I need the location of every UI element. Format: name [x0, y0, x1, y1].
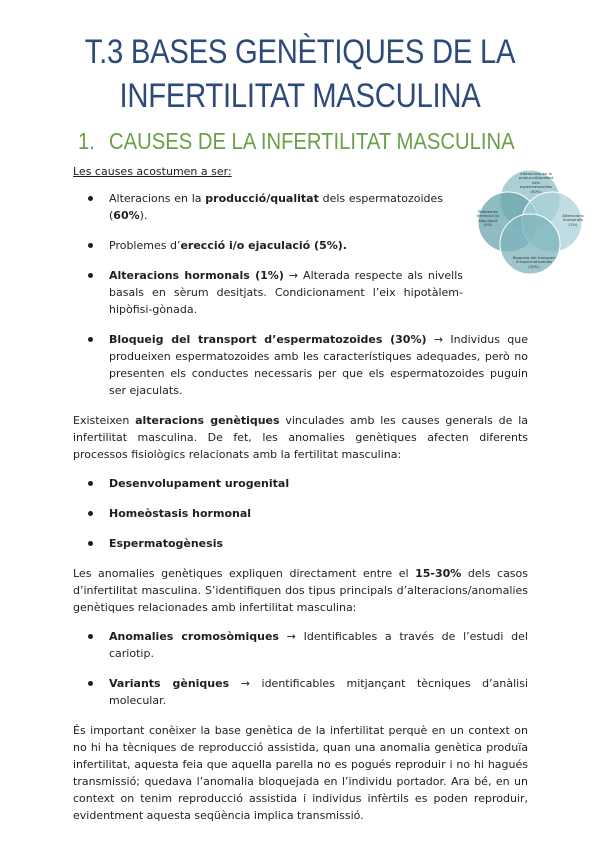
anomalies-paragraph: Les anomalies genètiques expliquen directament entre el 15-30% dels casos d’infertilitat masculina. S’identifiquen dos tipus principals d’alteracions/anomalies genètiques relacionades amb infertilitat masculina: — [73, 567, 529, 614]
venn-label-erection: Problemes d'erecció i/o ejaculació (5%) — [476, 209, 500, 228]
bullet-icon — [88, 481, 93, 486]
bullet-icon — [88, 634, 93, 639]
section-number: 1. — [78, 128, 95, 154]
list-item: Homeòstasis hormonal — [73, 505, 528, 522]
list-item: Variants gèniques → identificables mitjançant tècniques d’anàlisi molecular. — [73, 675, 528, 709]
list-item: Problemes d’erecció i/o ejaculació (5%). — [73, 237, 528, 254]
list-item: Alteracions hormonals (1%) → Alterada respecte als nivells basals en sèrum desitjats. Condicionament l’eix hipotàlem-hipòfisi-gònada. — [73, 267, 528, 318]
bullet-icon — [88, 511, 93, 516]
list-item: Espermatogènesis — [73, 535, 528, 552]
transmission-paragraph: És important conèixer la base genètica de la infertilitat perquè en un context on no hi ha tècniques de reproducció assistida, quan una anomalia genètica produïa infertilitat, aquesta feia que aquella parella no es pogués reproduir i no hi hagués transmissió; quedava l’anomalia bloquejada en l’individu portador. Ara bé, en un context on tenim reproducció assistida i individus infèrtils es poden reproduir, evidentment aquesta seqüència implica transmissió. — [73, 724, 528, 822]
genetic-alterations-paragraph: Existeixen alteracions genètiques vinculades amb les causes generals de la infertilitat masculina. De fet, les anomalies genètiques afecten diferents processos fisiològics relacionats amb la fertilitat masculina: — [73, 414, 529, 461]
section-title: CAUSES DE LA INFERTILITAT MASCULINA — [108, 128, 515, 154]
page-title: T.3 BASES GENÈTIQUES DE LA INFERTILITAT MASCULINA — [84, 33, 516, 115]
document-body — [73, 163, 528, 824]
bullet-icon — [88, 337, 93, 342]
bullet-icon — [88, 541, 93, 546]
anomaly-types-list — [73, 628, 528, 709]
processes-list — [73, 475, 528, 552]
list-item: Bloqueig del transport d’espermatozoides (30%) → Individus que produeixen espermatozoides amb les característiques adequades, però no presenten els conductes necessaris per que els espermatozoides puguin ser ejaculats. — [73, 331, 528, 399]
list-item: Anomalies cromosòmiques → Identificables a través de l’estudi del cariotip. — [73, 628, 528, 662]
section-heading — [78, 126, 515, 156]
bullet-icon — [88, 273, 93, 278]
bullet-icon — [88, 196, 93, 201]
causes-intro: Les causes acostumen a ser: — [73, 165, 232, 178]
venn-label-transport: Bloqueig del transport d'espermatozoides (30%) — [512, 255, 556, 269]
causes-list — [73, 190, 528, 399]
bullet-icon — [88, 681, 93, 686]
venn-label-hormonal: Alteracions hormonals (1%) — [562, 213, 584, 227]
venn-label-production: Alteracions en la producció/qualitat dels espermatozoides (60%) — [518, 171, 554, 194]
list-item: Alteracions en la producció/qualitat dels espermatozoides (60%). — [73, 190, 528, 224]
bullet-icon — [88, 243, 93, 248]
list-item: Desenvolupament urogenital — [73, 475, 528, 492]
